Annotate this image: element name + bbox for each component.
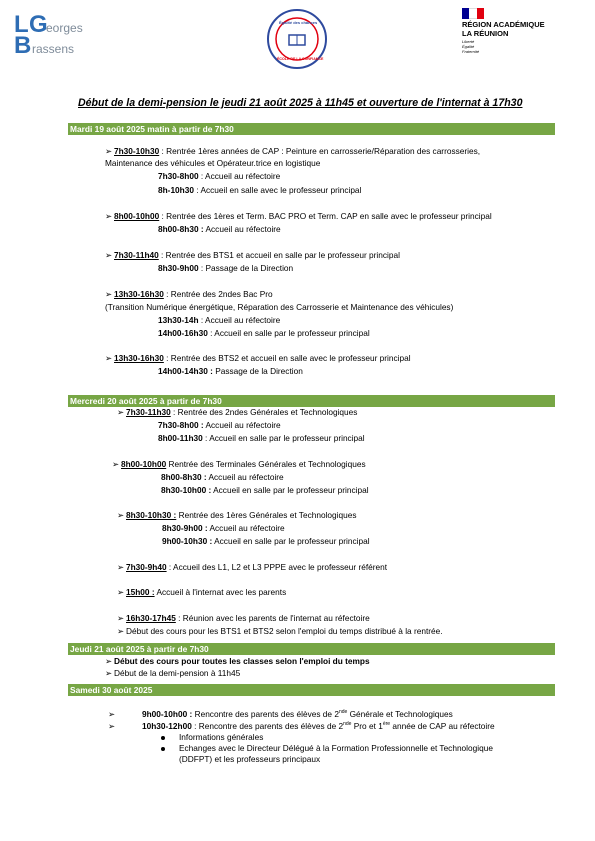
subitem [158,420,281,431]
item-2ndes-bac-pro [105,289,273,300]
desc: : Rencontre des parents des élèves de 2 [191,720,344,731]
section-header-mardi [68,123,555,135]
desc: Début des cours pour toutes les classes selon l'emploi du temps [114,656,370,666]
item-demi-pension [105,668,240,679]
time: 8h00-10h00 [114,211,160,221]
section-header-samedi-label: Samedi 30 août 2025 [70,685,153,695]
desc: : Passage de la Direction [198,263,294,273]
time: 7h30-11h30 [126,407,171,417]
time: 7h30-9h40 [126,562,167,572]
item-rencontre-2nde-gt [108,707,453,720]
subitem-informations [161,732,263,743]
desc: Accueil au réfectoire [203,420,281,430]
region-line2: LA RÉUNION [462,29,509,38]
item-bac-pro [105,211,492,222]
school-logo [14,11,104,59]
desc: Rentrée des Terminales Générales et Technologiques [166,459,366,469]
subitem [158,315,280,326]
section-header-jeudi-label: Jeudi 21 août 2025 à partir de 7h30 [70,644,209,654]
desc: : Accueil au réfectoire [198,315,281,325]
desc: Début des cours pour les BTS1 et BTS2 selon l'emploi du temps distribué à la rentrée. [126,626,443,636]
logo-letter-b: B [14,32,32,59]
desc: Passage de la Direction [212,366,303,376]
arrow-bullet-icon: ➢ [105,656,112,666]
desc: : Rentrée des 1ères et Term. BAC PRO et Term. CAP en salle avec le professeur principal [159,211,492,221]
item-cap-rentree-cont: Maintenance des véhicules et Opérateur.trice en logistique [105,158,321,168]
time: 7h30-10h30 [114,146,160,156]
arrow-bullet-icon: ➢ [108,720,115,731]
time: 13h30-14h [158,315,199,325]
desc: Accueil à l'internat avec les parents [154,587,287,597]
subitem [161,472,284,483]
time: 7h30-8h00 : [158,420,204,430]
desc: Accueil au réfectoire [207,523,285,533]
arrow-bullet-icon: ➢ [105,211,112,221]
desc: : Rentrée des BTS1 et accueil en salle par le professeur principal [158,250,400,260]
time: 8h00-11h30 [158,433,203,443]
arrow-bullet-icon: ➢ [117,613,124,623]
sup: ère [382,721,391,727]
time: 8h00-8h30 : [158,224,204,234]
arrow-bullet-icon: ➢ [108,708,115,719]
subitem [162,536,370,547]
item-bts1 [105,250,400,261]
desc: : Accueil au réfectoire [198,171,281,181]
section-header-mercredi [68,395,555,407]
time: 15h00 : [126,587,155,597]
seal-top-text: Égalité des chances [279,20,318,25]
desc-cont: Pro et 1 [351,720,383,731]
time: 9h00-10h30 : [162,536,213,546]
desc: : Accueil des L1, L2 et L3 PPPE avec le professeur référent [166,562,388,572]
time: 8h30-9h00 : [162,523,208,533]
time: 13h30-16h30 [114,353,164,363]
sup: nde [338,709,348,715]
subitem [158,263,293,274]
desc: Rentrée des 1ères Générales et Technologiques [176,510,357,520]
item-2ndes-bac-pro-cont: (Transition Numérique énergétique, Réparation des Carrosserie et Maintenance des véhicules) [105,302,454,312]
subitem [161,485,369,496]
subitem [158,185,361,196]
desc: : Rentrée 1ères années de CAP : Peinture en carrosserie/Réparation des carrosseries, [159,146,481,156]
logo-text-rassens: rassens [32,42,75,56]
logo-text-eorges: eorges [46,21,83,35]
time: 8h-10h30 [158,185,194,195]
section-header-mercredi-label: Mercredi 20 août 2025 à partir de 7h30 [70,396,222,406]
time: 7h30-11h40 [114,250,159,260]
time: 16h30-17h45 [126,613,176,623]
desc: Rencontre des parents des élèves de 2 [192,708,339,719]
page-title: Début de la demi-pension le jeudi 21 août 2025 à 11h45 et ouverture de l'internat à 17h30 [78,97,523,109]
item-bts2 [105,353,411,364]
desc: Accueil au réfectoire [203,224,281,234]
motto-liberte: Liberté [462,39,475,44]
time: 8h00-10h00 [121,459,167,469]
arrow-bullet-icon: ➢ [105,668,112,678]
desc: : Accueil en salle par le professeur principal [202,433,365,443]
desc: Accueil en salle par le professeur principal [212,536,370,546]
region-line1: RÉGION ACADÉMIQUE [462,20,545,29]
section-header-jeudi [68,643,555,655]
desc: : Rentrée des 2ndes Générales et Technologiques [170,407,358,417]
sup: nde [343,721,352,727]
desc: : Rentrée des 2ndes Bac Pro [163,289,273,299]
subitem-echanges-cont: (DDFPT) et les professeurs principaux [179,754,321,764]
logo-letter-g: G [29,11,48,38]
subitem-echanges [161,743,493,754]
item-1eres-gt [117,510,356,521]
desc-cont2: année de CAP au réfectoire [390,720,495,731]
arrow-bullet-icon: ➢ [117,407,124,417]
section-header-samedi [68,684,555,696]
time: 14h00-16h30 [158,328,208,338]
desc: : Réunion avec les parents de l'internat au réfectoire [175,613,370,623]
time: 8h30-10h00 : [161,485,212,495]
arrow-bullet-icon: ➢ [105,353,112,363]
arrow-bullet-icon: ➢ [105,250,112,260]
desc: Accueil au réfectoire [206,472,284,482]
arrow-bullet-icon: ➢ [117,587,124,597]
item-cap-rentree [105,146,480,157]
section-header-mardi-label: Mardi 19 août 2025 matin à partir de 7h30 [70,124,234,134]
subitem [158,366,303,377]
motto-egalite: Égalité [462,44,475,49]
subitem [158,328,370,339]
desc: Début de la demi-pension à 11h45 [114,668,241,678]
desc: : Accueil en salle avec le professeur principal [193,185,362,195]
bullet-dot-icon [161,736,165,740]
time: 8h00-8h30 : [161,472,207,482]
item-rencontre-pro-cap [108,719,495,732]
marianne-flag-icon [462,8,484,19]
arrow-bullet-icon: ➢ [117,626,124,636]
desc: Informations générales [179,732,264,742]
desc: : Rentrée des BTS2 et accueil en salle avec le professeur principal [163,353,411,363]
seal-ring-text: ÉCOLE DE LA CONFIANCE [277,57,324,61]
bullet-dot-icon [161,747,165,751]
item-pppe [117,562,387,573]
arrow-bullet-icon: ➢ [117,562,124,572]
subitem [158,171,280,182]
item-reunion-internat [117,613,370,624]
time: 14h00-14h30 : [158,366,213,376]
time: 8h30-10h30 : [126,510,177,520]
desc: Accueil en salle par le professeur principal [211,485,369,495]
desc: Echanges avec le Directeur Délégué à la Formation Professionnelle et Technologique [179,743,493,753]
subitem [158,224,281,235]
arrow-bullet-icon: ➢ [105,146,112,156]
arrow-bullet-icon: ➢ [117,510,124,520]
region-academique-logo [460,8,570,58]
time: 8h30-9h00 [158,263,199,273]
item-terminales-gt [112,459,366,470]
item-bts-cours [117,626,443,637]
motto-fraternite: Fraternité [462,49,480,54]
time: 9h00-10h00 : [142,708,193,719]
logo-letter-l: L [14,11,29,38]
ecole-confiance-seal [266,8,328,70]
arrow-bullet-icon: ➢ [112,459,119,469]
item-debut-cours [105,656,370,667]
item-internat [117,587,286,598]
desc-cont: Générale et Technologiques [347,708,453,719]
subitem [158,433,365,444]
subitem [162,523,285,534]
item-2ndes-gt [117,407,357,418]
time: 10h30-12h00 [142,720,192,731]
time: 13h30-16h30 [114,289,164,299]
arrow-bullet-icon: ➢ [105,289,112,299]
desc: : Accueil en salle par le professeur principal [207,328,370,338]
time: 7h30-8h00 [158,171,199,181]
